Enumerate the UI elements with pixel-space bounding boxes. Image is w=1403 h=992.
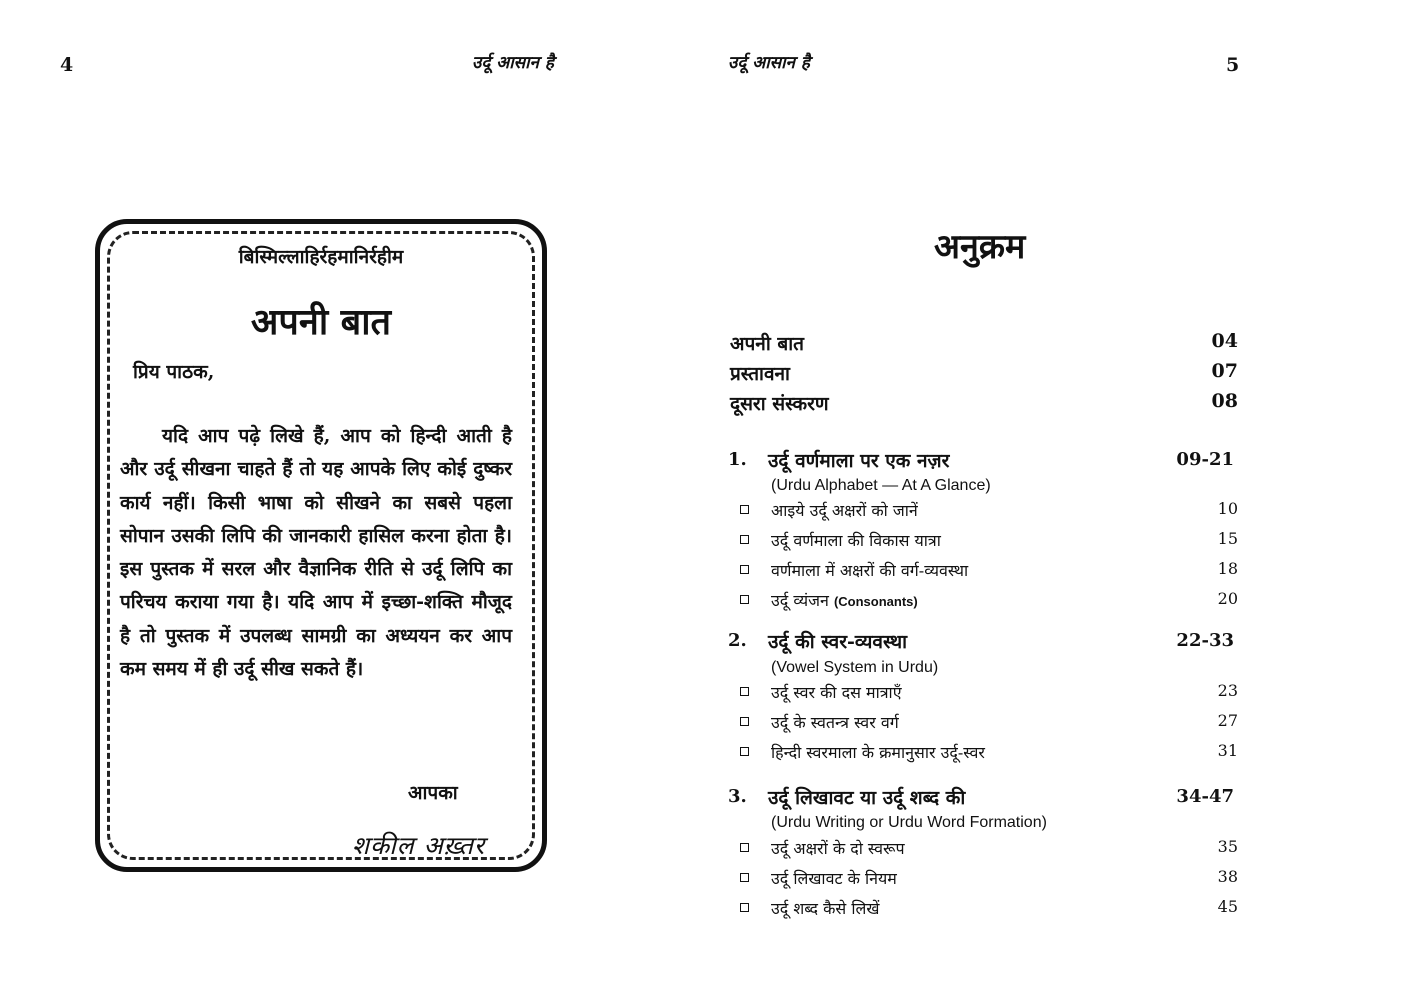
section-page: 27 [1217, 711, 1238, 730]
checkbox-bullet-icon [740, 873, 749, 882]
checkbox-bullet-icon [740, 903, 749, 912]
toc-entry-label: अपनी बात [730, 333, 804, 355]
toc-entry-page: 08 [1211, 390, 1238, 412]
chapter-number: 2. [728, 630, 747, 651]
chapter-pages: 22-33 [1176, 630, 1234, 651]
chapter-english-title: (Urdu Alphabet — At A Glance) [771, 477, 991, 494]
section-label: उर्दू शब्द कैसे लिखें [771, 899, 880, 918]
toc-title: अनुक्रम [934, 227, 1026, 267]
section-page: 18 [1217, 559, 1238, 578]
chapter-number: 3. [728, 786, 747, 807]
section-label: उर्दू वर्णमाला की विकास यात्रा [771, 531, 941, 550]
toc-entry-label: दूसरा संस्करण [730, 393, 829, 415]
chapter-pages: 09-21 [1176, 449, 1234, 470]
toc-section[interactable] [740, 711, 1238, 735]
toc-entry-introduction[interactable] [730, 360, 1238, 388]
invocation: बिस्मिल्लाहिर्रहमानिर्रहीम [238, 246, 404, 268]
chapter-english-title: (Urdu Writing or Urdu Word Formation) [771, 814, 1047, 831]
toc-entry-label: प्रस्तावना [730, 363, 790, 385]
section-label: आइये उर्दू अक्षरों को जानें [771, 501, 918, 520]
toc-entry-page: 04 [1211, 330, 1238, 352]
section-page: 15 [1217, 529, 1238, 548]
chapter-title: उर्दू की स्वर-व्यवस्था [768, 631, 908, 653]
author-signature: शकील अख़्तर [352, 831, 486, 860]
section-label: उर्दू व्यंजन (Consonants) [771, 591, 918, 610]
toc-section[interactable] [740, 837, 1238, 861]
section-label: उर्दू के स्वतन्त्र स्वर वर्ग [771, 713, 899, 732]
chapter-number: 1. [728, 449, 747, 470]
preface-body: यदि आप पढ़े लिखे हैं, आप को हिन्दी आती है और उर्दू सीखना चाहते हैं तो यह आपके लिए कोई दुष्कर कार्य नहीं। किसी भाषा को सीखने का सबसे पहला सोपान उसकी लिपि की जानकारी हासिल करना होता है। इस पुस्तक में सरल और वैज्ञानिक रीति से उर्दू लिपि का परिचय कराया गया है। यदि आप में इच्छा-शक्ति मौजूद है तो पुस्तक में उपलब्ध सामग्री का अध्ययन कर आप कम समय में ही उर्दू सीख सकते हैं। [120, 425, 512, 681]
toc-section[interactable] [740, 589, 1238, 613]
toc-entry-preface[interactable] [730, 330, 1238, 358]
checkbox-bullet-icon [740, 843, 749, 852]
checkbox-bullet-icon [740, 717, 749, 726]
closing: आपका [408, 782, 458, 804]
section-label: उर्दू स्वर की दस मात्राएँ [771, 683, 902, 702]
section-page: 38 [1217, 867, 1238, 886]
section-page: 35 [1217, 837, 1238, 856]
preface-title: अपनी बात [250, 301, 392, 343]
toc-section[interactable] [740, 867, 1238, 891]
chapter-title: उर्दू लिखावट या उर्दू शब्द की [768, 787, 966, 809]
chapter-title: उर्दू वर्णमाला पर एक नज़र [768, 450, 950, 472]
section-page: 10 [1217, 499, 1238, 518]
toc-chapter-3[interactable] [728, 784, 1236, 812]
toc-entry-second-edition[interactable] [730, 390, 1238, 418]
right-running-head: उर्दू आसान है [728, 53, 810, 73]
checkbox-bullet-icon [740, 595, 749, 604]
toc-chapter-1[interactable] [728, 447, 1236, 475]
section-label: उर्दू लिखावट के नियम [771, 869, 897, 888]
chapter-pages: 34-47 [1176, 786, 1234, 807]
checkbox-bullet-icon [740, 747, 749, 756]
toc-section[interactable] [740, 529, 1238, 553]
toc-section[interactable] [740, 897, 1238, 921]
toc-section[interactable] [740, 499, 1238, 523]
section-page: 31 [1217, 741, 1238, 760]
section-label: उर्दू अक्षरों के दो स्वरूप [771, 839, 905, 858]
section-page: 45 [1217, 897, 1238, 916]
section-page: 20 [1217, 589, 1238, 608]
toc-section[interactable] [740, 741, 1238, 765]
section-label: वर्णमाला में अक्षरों की वर्ग-व्यवस्था [771, 561, 969, 580]
toc-chapter-2[interactable] [728, 628, 1236, 656]
checkbox-bullet-icon [740, 505, 749, 514]
chapter-english-title: (Vowel System in Urdu) [771, 659, 939, 676]
salutation: प्रिय पाठक, [133, 361, 215, 383]
checkbox-bullet-icon [740, 535, 749, 544]
toc-section[interactable] [740, 681, 1238, 705]
checkbox-bullet-icon [740, 565, 749, 574]
left-page-number: 4 [60, 54, 74, 76]
checkbox-bullet-icon [740, 687, 749, 696]
right-page-number: 5 [1226, 54, 1240, 76]
section-english: (Consonants) [833, 594, 918, 609]
section-page: 23 [1217, 681, 1238, 700]
left-running-head: उर्दू आसान है [472, 53, 554, 73]
toc-entry-page: 07 [1211, 360, 1238, 382]
section-label: हिन्दी स्वरमाला के क्रमानुसार उर्दू-स्वर [771, 743, 985, 762]
toc-section[interactable] [740, 559, 1238, 583]
